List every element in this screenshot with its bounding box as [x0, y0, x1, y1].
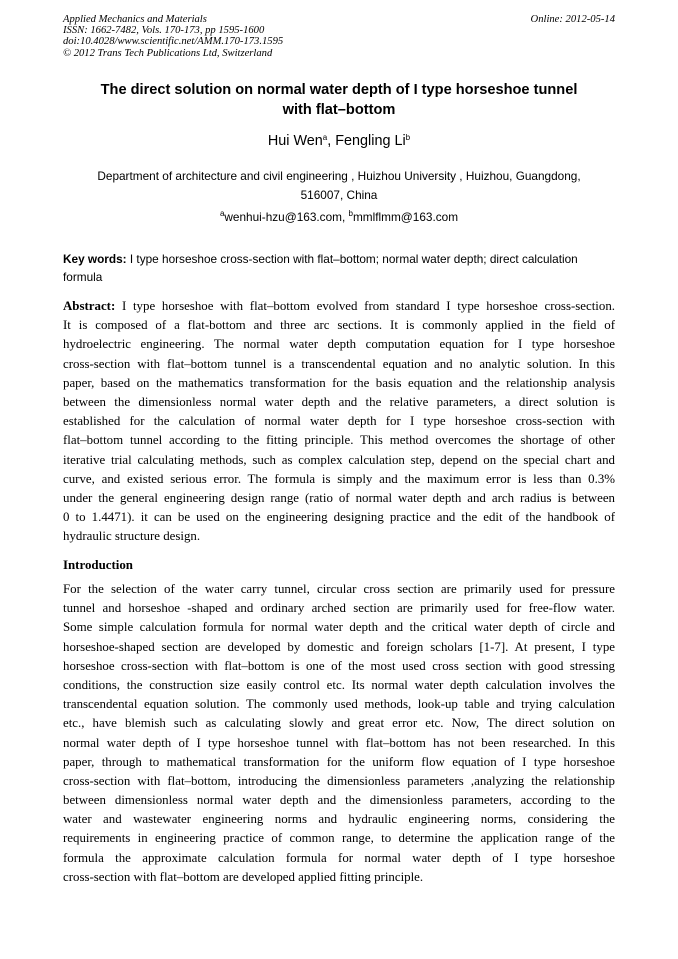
paper-title	[60, 80, 618, 120]
affiliation-marker: b	[405, 133, 411, 142]
intro-line: horseshoe-shaped section are developed by domestic and foreign scholars [1-7]. At present, I type	[63, 639, 615, 654]
abstract	[63, 297, 615, 546]
section-heading-introduction: Introduction	[63, 558, 133, 572]
keywords-label: Key words:	[63, 252, 127, 266]
abstract-line: hydraulic structure design.	[63, 529, 201, 544]
keywords	[63, 250, 615, 286]
abstract-line: cross-section with flat–bottom tunnel is a transcendental equation and no analytic solution. In this	[63, 356, 615, 371]
keywords-text: I type horseshoe cross-section with flat–bottom; normal water depth; direct calculation formula	[63, 252, 578, 284]
intro-line: For the selection of the water carry tunnel, circular cross section are primarily used for pressure	[63, 582, 615, 596]
online-date: Online: 2012-05-14	[530, 14, 615, 25]
author-name: Fengling Li	[335, 133, 406, 149]
abstract-label: Abstract:	[63, 299, 116, 313]
affiliation-line-2: 516007, China	[300, 188, 378, 202]
email-marker: a	[219, 209, 225, 218]
intro-line: formula the approximate calculation formula for normal water depth of I type horseshoe	[63, 850, 615, 865]
intro-line: tunnel and horseshoe -shaped and ordinary arched section are primarily used for free-flow water.	[63, 601, 615, 616]
affiliation	[60, 167, 618, 205]
abstract-line: under the general engineering design range (ratio of normal water depth and arch radius is between	[63, 490, 615, 505]
abstract-line: established for the calculation of normal water depth for I type horseshoe cross-section with	[63, 414, 615, 429]
affiliation-marker: a	[322, 133, 328, 142]
abstract-line: hydroelectric engineering. The normal water depth computation equation for I type horseshoe	[63, 337, 615, 352]
abstract-line: paper, based on the mathematics transformation for the basis equation and the relationship analysis	[63, 375, 615, 390]
email-link[interactable]: wenhui-hzu@163.com	[224, 210, 342, 224]
abstract-line: flat–bottom tunnel according to the fitting principle. This method overcomes the shortage of other	[63, 433, 615, 448]
title-line-2: with flat–bottom	[282, 102, 396, 118]
intro-line: between dimensionless normal water depth and the dimensionless parameters, according to the	[63, 793, 615, 808]
intro-line: transcendental equation solution. The commonly used methods, look-up table and trying calculation	[63, 697, 615, 712]
email-separator: ,	[341, 210, 349, 224]
abstract-line: curve, and existed serious error. The formula is simply and the maximum error is less than 0.3%	[63, 471, 615, 486]
intro-line: water and wastewater engineering norms and hydraulic engineering norms, considering the	[63, 812, 615, 827]
author-separator: ,	[327, 133, 336, 149]
title-line-1: The direct solution on normal water depth of I type horseshoe tunnel	[100, 82, 578, 98]
intro-line: conditions, the construction size easily control etc. Its normal water depth calculation involves the	[63, 677, 615, 692]
abstract-line: between the dimensionless normal water depth and the relative parameters, a direct solution is	[63, 394, 615, 409]
introduction-body	[63, 580, 615, 887]
email-marker: b	[348, 209, 353, 218]
intro-line: horseshoe cross-section with flat–bottom is one of the most used cross section with good stressing	[63, 658, 615, 673]
abstract-line: It is composed of a flat-bottom and three arc sections. It is commonly applied in the field of	[63, 318, 615, 333]
affiliation-line-1: Department of architecture and civil engineering , Huizhou University , Huizhou, Guangdong,	[97, 169, 581, 183]
email-link[interactable]: mmlflmm@163.com	[352, 210, 459, 224]
author-emails	[60, 209, 618, 225]
intro-line: cross-section with flat–bottom are developed applied fitting principle.	[63, 869, 424, 884]
author-name: Hui Wen	[267, 133, 323, 149]
journal-name: Applied Mechanics and Materials	[63, 14, 207, 25]
journal-header	[63, 14, 283, 59]
author-list	[60, 132, 618, 150]
issn-line: ISSN: 1662-7482, Vols. 170-173, pp 1595-1600	[63, 25, 265, 37]
intro-line: requirements in engineering practice of common range, to determine the application range of the	[63, 831, 615, 846]
intro-line: normal water depth of I type horseshoe tunnel with flat–bottom has not been researched. In this	[63, 735, 615, 750]
abstract-line: 0 to 1.4471). it can be used on the engineering designing practice and the edit of the handbook of	[63, 510, 615, 525]
intro-line: Some simple calculation formula for normal water depth and the critical water depth of circle and	[63, 620, 615, 635]
intro-line: paper, through to mathematical transformation for the uniform flow equation of I type horseshoe	[63, 754, 615, 769]
intro-line: etc., have blemish such as calculating slowly and great error etc. Now, The direct solution on	[63, 716, 615, 731]
intro-line: cross-section with flat–bottom, introducing the dimensionless parameters ,analyzing the relationship	[63, 773, 615, 788]
abstract-line: iterative trial calculating methods, such as complex calculation step, depend on the special chart and	[63, 452, 615, 467]
doi-line: doi:10.4028/www.scientific.net/AMM.170-173.1595	[63, 36, 284, 48]
abstract-line: Abstract: I type horseshoe with flat–bottom evolved from standard I type horseshoe cross-section.	[63, 299, 615, 313]
copyright-line: © 2012 Trans Tech Publications Ltd, Switzerland	[63, 47, 273, 59]
